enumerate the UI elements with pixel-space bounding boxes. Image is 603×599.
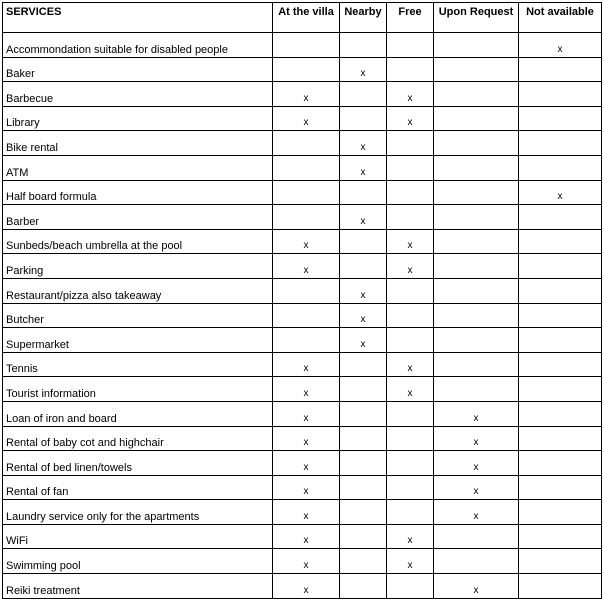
- mark-cell-nearby: [340, 574, 387, 599]
- service-name-cell: Sunbeds/beach umbrella at the pool: [3, 229, 273, 254]
- mark-cell-upon-request: [434, 229, 519, 254]
- mark-cell-not-available: [519, 278, 602, 303]
- table-row: [3, 549, 602, 574]
- mark-cell-at-the-villa: x: [273, 82, 340, 107]
- mark-cell-at-the-villa: [273, 155, 340, 180]
- mark-cell-at-the-villa: x: [273, 500, 340, 525]
- mark-cell-free: [387, 426, 434, 451]
- service-name-cell: Baker: [3, 57, 273, 82]
- service-name-cell: Rental of bed linen/towels: [3, 451, 273, 476]
- mark-cell-at-the-villa: x: [273, 377, 340, 402]
- mark-cell-nearby: [340, 451, 387, 476]
- mark-cell-at-the-villa: [273, 33, 340, 58]
- table-row: [3, 352, 602, 377]
- table-row: [3, 57, 602, 82]
- service-name-cell: Tennis: [3, 352, 273, 377]
- table-row: [3, 82, 602, 107]
- mark-cell-upon-request: x: [434, 574, 519, 599]
- table-row: [3, 106, 602, 131]
- mark-cell-nearby: [340, 229, 387, 254]
- mark-cell-upon-request: [434, 155, 519, 180]
- mark-cell-free: [387, 33, 434, 58]
- mark-cell-not-available: [519, 500, 602, 525]
- service-name-cell: Rental of fan: [3, 475, 273, 500]
- mark-cell-not-available: [519, 57, 602, 82]
- mark-cell-nearby: [340, 33, 387, 58]
- table-body: [3, 33, 602, 599]
- header-not-available: Not available: [519, 3, 602, 33]
- header-services: SERVICES: [3, 3, 273, 33]
- mark-cell-upon-request: x: [434, 401, 519, 426]
- table-row: [3, 500, 602, 525]
- mark-cell-free: [387, 574, 434, 599]
- mark-cell-free: x: [387, 352, 434, 377]
- mark-cell-upon-request: [434, 352, 519, 377]
- mark-cell-nearby: x: [340, 57, 387, 82]
- service-name-cell: Reiki treatment: [3, 574, 273, 599]
- header-row: [3, 3, 602, 33]
- mark-cell-nearby: x: [340, 278, 387, 303]
- mark-cell-not-available: x: [519, 33, 602, 58]
- service-name-cell: Library: [3, 106, 273, 131]
- mark-cell-upon-request: [434, 377, 519, 402]
- service-name-cell: Bike rental: [3, 131, 273, 156]
- mark-cell-free: [387, 278, 434, 303]
- mark-cell-nearby: x: [340, 328, 387, 353]
- mark-cell-not-available: [519, 106, 602, 131]
- service-name-cell: Butcher: [3, 303, 273, 328]
- mark-cell-free: [387, 57, 434, 82]
- service-name-cell: Loan of iron and board: [3, 401, 273, 426]
- mark-cell-not-available: [519, 475, 602, 500]
- table-row: [3, 254, 602, 279]
- service-name-cell: Parking: [3, 254, 273, 279]
- service-name-cell: Barbecue: [3, 82, 273, 107]
- mark-cell-free: x: [387, 254, 434, 279]
- service-name-cell: Laundry service only for the apartments: [3, 500, 273, 525]
- mark-cell-upon-request: [434, 82, 519, 107]
- mark-cell-free: x: [387, 106, 434, 131]
- mark-cell-at-the-villa: x: [273, 106, 340, 131]
- mark-cell-nearby: [340, 401, 387, 426]
- table-row: [3, 401, 602, 426]
- mark-cell-free: [387, 205, 434, 230]
- mark-cell-not-available: [519, 549, 602, 574]
- mark-cell-upon-request: [434, 131, 519, 156]
- mark-cell-free: x: [387, 377, 434, 402]
- mark-cell-nearby: [340, 524, 387, 549]
- mark-cell-at-the-villa: [273, 131, 340, 156]
- table-row: [3, 524, 602, 549]
- mark-cell-free: x: [387, 549, 434, 574]
- mark-cell-upon-request: [434, 303, 519, 328]
- mark-cell-nearby: [340, 82, 387, 107]
- mark-cell-upon-request: x: [434, 451, 519, 476]
- mark-cell-free: x: [387, 82, 434, 107]
- mark-cell-at-the-villa: x: [273, 229, 340, 254]
- mark-cell-at-the-villa: [273, 328, 340, 353]
- table-row: [3, 377, 602, 402]
- header-nearby: Nearby: [340, 3, 387, 33]
- mark-cell-not-available: [519, 574, 602, 599]
- mark-cell-not-available: [519, 131, 602, 156]
- mark-cell-nearby: x: [340, 155, 387, 180]
- table-row: [3, 574, 602, 599]
- mark-cell-free: [387, 131, 434, 156]
- mark-cell-at-the-villa: x: [273, 254, 340, 279]
- table-row: [3, 229, 602, 254]
- mark-cell-upon-request: [434, 180, 519, 205]
- mark-cell-upon-request: x: [434, 475, 519, 500]
- mark-cell-at-the-villa: x: [273, 549, 340, 574]
- table-row: [3, 451, 602, 476]
- mark-cell-at-the-villa: [273, 180, 340, 205]
- mark-cell-not-available: [519, 524, 602, 549]
- table-row: [3, 155, 602, 180]
- table-row: [3, 475, 602, 500]
- mark-cell-free: x: [387, 229, 434, 254]
- mark-cell-at-the-villa: [273, 278, 340, 303]
- table-row: [3, 426, 602, 451]
- service-name-cell: Accommondation suitable for disabled people: [3, 33, 273, 58]
- mark-cell-nearby: [340, 377, 387, 402]
- mark-cell-nearby: x: [340, 303, 387, 328]
- mark-cell-nearby: [340, 500, 387, 525]
- table-row: [3, 303, 602, 328]
- mark-cell-free: [387, 328, 434, 353]
- services-table: [2, 2, 602, 599]
- mark-cell-not-available: [519, 229, 602, 254]
- mark-cell-upon-request: [434, 549, 519, 574]
- service-name-cell: Half board formula: [3, 180, 273, 205]
- mark-cell-free: x: [387, 524, 434, 549]
- mark-cell-free: [387, 303, 434, 328]
- mark-cell-upon-request: x: [434, 500, 519, 525]
- service-name-cell: WiFi: [3, 524, 273, 549]
- table-row: [3, 205, 602, 230]
- mark-cell-at-the-villa: x: [273, 451, 340, 476]
- mark-cell-free: [387, 155, 434, 180]
- mark-cell-free: [387, 475, 434, 500]
- mark-cell-at-the-villa: x: [273, 426, 340, 451]
- table-row: [3, 328, 602, 353]
- mark-cell-upon-request: [434, 205, 519, 230]
- mark-cell-not-available: [519, 205, 602, 230]
- service-name-cell: Restaurant/pizza also takeaway: [3, 278, 273, 303]
- mark-cell-not-available: [519, 426, 602, 451]
- mark-cell-nearby: [340, 475, 387, 500]
- mark-cell-nearby: x: [340, 205, 387, 230]
- mark-cell-not-available: [519, 82, 602, 107]
- header-at-the-villa: At the villa: [273, 3, 340, 33]
- table-row: [3, 131, 602, 156]
- mark-cell-free: [387, 401, 434, 426]
- mark-cell-not-available: [519, 254, 602, 279]
- service-name-cell: Barber: [3, 205, 273, 230]
- mark-cell-not-available: [519, 451, 602, 476]
- service-name-cell: Swimming pool: [3, 549, 273, 574]
- mark-cell-nearby: [340, 254, 387, 279]
- mark-cell-upon-request: [434, 328, 519, 353]
- mark-cell-upon-request: [434, 106, 519, 131]
- mark-cell-nearby: [340, 352, 387, 377]
- mark-cell-upon-request: [434, 524, 519, 549]
- mark-cell-upon-request: [434, 278, 519, 303]
- mark-cell-nearby: [340, 180, 387, 205]
- mark-cell-free: [387, 500, 434, 525]
- mark-cell-not-available: [519, 352, 602, 377]
- service-name-cell: Tourist information: [3, 377, 273, 402]
- header-free: Free: [387, 3, 434, 33]
- mark-cell-upon-request: [434, 57, 519, 82]
- mark-cell-not-available: x: [519, 180, 602, 205]
- mark-cell-at-the-villa: [273, 57, 340, 82]
- mark-cell-upon-request: [434, 254, 519, 279]
- mark-cell-nearby: [340, 426, 387, 451]
- mark-cell-at-the-villa: x: [273, 524, 340, 549]
- mark-cell-upon-request: x: [434, 426, 519, 451]
- table-row: [3, 180, 602, 205]
- mark-cell-at-the-villa: [273, 205, 340, 230]
- mark-cell-not-available: [519, 377, 602, 402]
- mark-cell-upon-request: [434, 33, 519, 58]
- mark-cell-not-available: [519, 303, 602, 328]
- mark-cell-nearby: [340, 106, 387, 131]
- mark-cell-free: [387, 451, 434, 476]
- service-name-cell: Rental of baby cot and highchair: [3, 426, 273, 451]
- mark-cell-at-the-villa: [273, 303, 340, 328]
- table-header: [3, 3, 602, 33]
- mark-cell-at-the-villa: x: [273, 475, 340, 500]
- table-row: [3, 33, 602, 58]
- mark-cell-not-available: [519, 401, 602, 426]
- mark-cell-free: [387, 180, 434, 205]
- mark-cell-nearby: [340, 549, 387, 574]
- header-upon-request: Upon Request: [434, 3, 519, 33]
- mark-cell-nearby: x: [340, 131, 387, 156]
- mark-cell-not-available: [519, 328, 602, 353]
- mark-cell-at-the-villa: x: [273, 574, 340, 599]
- table-row: [3, 278, 602, 303]
- mark-cell-at-the-villa: x: [273, 352, 340, 377]
- service-name-cell: ATM: [3, 155, 273, 180]
- service-name-cell: Supermarket: [3, 328, 273, 353]
- mark-cell-not-available: [519, 155, 602, 180]
- mark-cell-at-the-villa: x: [273, 401, 340, 426]
